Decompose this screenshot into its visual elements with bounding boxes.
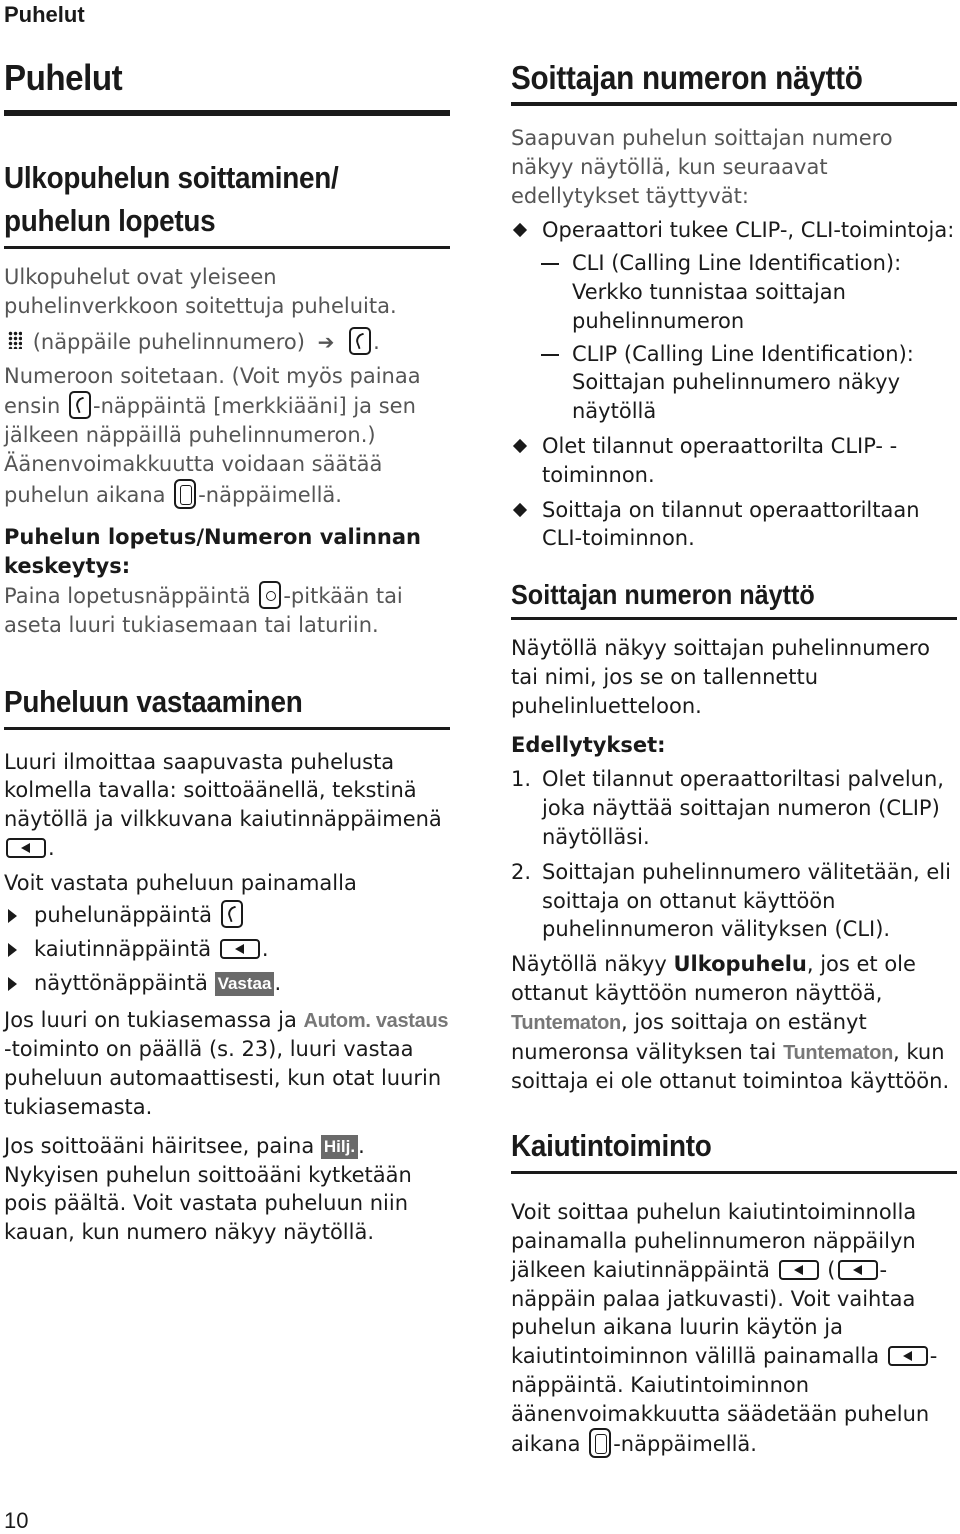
speaker-c: -näppäin palaa jatkuvasti). Voit vaihtaa puhelun aikana luurin käytön ja kaiutintoiminnon välillä painamalla — [511, 1257, 916, 1369]
outgoing-p2-a: Numeroon soitetaan. (Voit myös painaa ensin — [4, 364, 421, 419]
page-number: 10 — [4, 1508, 29, 1533]
answering-heading-rule — [4, 727, 450, 730]
list-item-text: Olet tilannut operaattoriltasi palvelun, joka näyttää soittajan numeron (CLIP) näytölläsi. — [542, 767, 944, 849]
mute-a: Jos soittoääni häiritsee, paina — [4, 1133, 315, 1158]
arrow-right-icon: ➔ — [317, 329, 335, 354]
sub-list-item: CLIP (Calling Line Identification): Soittajan puhelinnumero näkyy näytöllä — [511, 340, 957, 426]
list-item-label: puhelunäppäintä — [34, 902, 212, 927]
list-item-number: 2. — [511, 859, 532, 884]
mute-b: . Nykyisen puhelun soittoääni kytketään pois päältä. Voit vastata puheluun niin kauan, kun numero näkyy näytöllä. — [4, 1133, 412, 1245]
end-call-b: -pitkään tai aseta luuri tukiasemaan tai laturiin. — [4, 583, 403, 637]
list-item-label: näyttönäppäintä — [34, 970, 208, 995]
auto-answer-b: -toiminto on päällä (s. 23), luuri vastaa puheluun automaattisesti, kun otat luurin tukiasemasta. — [4, 1037, 442, 1119]
display-p2-b: , jos et ole ottanut käyttöön numeron näyttöä, — [511, 952, 916, 1005]
speaker-d: -näppäintä. Kaiutintoiminnon äänenvoimakkuutta säädetään puhelun aikana — [511, 1344, 938, 1457]
speaker-key-icon — [779, 1260, 819, 1280]
list-item: Soittaja on tilannut operaattoriltaan CLI-toiminnon. — [511, 496, 957, 554]
display-p2-a: Näytöllä näkyy — [511, 952, 667, 977]
unknown-term: Tuntematon — [511, 1011, 621, 1034]
answering-p1-end: . — [48, 835, 55, 860]
clip-sub-list — [511, 249, 957, 426]
display-heading: Soittajan numeron näyttö — [511, 579, 815, 611]
list-item-suffix: . — [274, 970, 282, 995]
auto-answer-ui-term: Autom. vastaus — [303, 1009, 449, 1032]
list-item-suffix: . — [261, 936, 269, 961]
speaker-heading-rule — [511, 1171, 957, 1174]
right-column — [511, 56, 957, 1459]
softkey-answer-chip: Vastaa — [215, 972, 275, 996]
outgoing-p3-b: -näppäimellä. — [198, 482, 342, 507]
clip-requirements-list — [511, 216, 957, 553]
outgoing-p2 — [4, 362, 450, 449]
list-item — [4, 966, 450, 1000]
call-key-icon — [349, 327, 371, 355]
unknown-term: Tuntematon — [783, 1041, 894, 1064]
call-key-icon — [69, 391, 91, 419]
speaker-key-icon — [838, 1260, 878, 1280]
running-header: Puhelut — [4, 2, 85, 27]
speaker-a: Voit soittaa puhelun kaiutintoiminnolla painamalla puhelinnumeron näppäilyn jälkeen kaiutinnäppäintä — [511, 1200, 917, 1282]
clip-heading-rule — [511, 102, 957, 106]
display-p1: Näytöllä näkyy soittajan puhelinnumero tai nimi, jos se on tallennettu puhelinluetteloon. — [511, 636, 930, 718]
display-p2 — [511, 950, 957, 1096]
conditions-list — [511, 765, 957, 944]
answering-p1 — [4, 748, 450, 863]
answering-section — [4, 680, 450, 1247]
title-rule — [4, 110, 450, 116]
list-item-label: kaiutinnäppäintä — [34, 936, 212, 961]
speaker-section — [511, 1124, 957, 1459]
outgoing-heading-line2: puhelun lopetus — [4, 203, 216, 238]
answer-methods-list — [4, 898, 450, 1000]
keypad-icon — [4, 329, 26, 353]
clip-heading: Soittajan numeron näyttö — [511, 59, 863, 96]
page-title: Puhelut — [4, 57, 123, 98]
dial-step-text: (näppäile puhelinnumero) — [32, 329, 305, 354]
speaker-key-icon — [220, 939, 260, 959]
end-call-text — [4, 581, 450, 640]
list-item — [4, 932, 450, 966]
dial-step — [4, 327, 450, 357]
outgoing-heading-line1: Ulkopuhelun soittaminen/ — [4, 160, 339, 195]
softkey-mute-chip: Hilj. — [321, 1135, 358, 1159]
display-p2-d: , kun soittaja ei ole ottanut toimintoa käyttöön. — [511, 1039, 950, 1094]
display-heading-rule — [511, 617, 957, 620]
outgoing-p2-b: -näppäintä [merkkiääni] ja sen jälkeen näppäillä puhelinnumeron.) — [4, 394, 416, 447]
outgoing-section — [4, 156, 450, 640]
list-item-text: Operaattori tukee CLIP-, CLI-toimintoja: — [542, 218, 955, 243]
speaker-b: ( — [827, 1257, 836, 1282]
outgoing-p3 — [4, 450, 450, 510]
answering-p2: Voit vastata puheluun painamalla — [4, 870, 357, 895]
call-key-icon — [221, 900, 243, 928]
list-item — [511, 858, 957, 944]
list-item — [4, 898, 450, 932]
display-p2-c: , jos soittaja on estänyt numeronsa välityksen tai — [511, 1009, 867, 1064]
outgoing-p3-a: Äänenvoimakkuutta voidaan säätää puhelun aikana — [4, 451, 383, 507]
left-column — [4, 56, 450, 1247]
speaker-text — [511, 1198, 957, 1459]
mute-text — [4, 1132, 450, 1247]
outgoing-heading-rule — [4, 246, 450, 249]
speaker-e: -näppäimellä. — [613, 1432, 757, 1457]
list-item-number: 1. — [511, 767, 532, 792]
speaker-heading: Kaiutintoiminto — [511, 1128, 712, 1164]
end-key-icon — [259, 581, 281, 609]
speaker-key-icon — [888, 1346, 928, 1366]
clip-intro: Saapuvan puhelun soittajan numero näkyy näytöllä, kun seuraavat edellytykset täyttyvät: — [511, 126, 893, 208]
answering-p1-text: Luuri ilmoittaa saapuvasta puhelusta kolmella tavalla: soittoäänellä, tekstinä näytöllä ja vilkkuvana kaiutinnäppäimenä — [4, 749, 442, 832]
volume-key-icon — [589, 1428, 611, 1458]
auto-answer-text — [4, 1006, 450, 1122]
list-item — [511, 216, 957, 426]
volume-key-icon — [174, 479, 196, 509]
dial-step-period: . — [373, 329, 380, 354]
conditions-heading: Edellytykset: — [511, 732, 666, 757]
end-call-heading: Puhelun lopetus/Numeron valinnan keskeytys: — [4, 525, 421, 579]
list-item: Olet tilannut operaattorilta CLIP- -toiminnon. — [511, 432, 957, 490]
sub-list-item: CLI (Calling Line Identification): Verkko tunnistaa soittajan puhelinnumeron — [511, 249, 957, 335]
answering-heading: Puheluun vastaaminen — [4, 683, 303, 719]
speaker-key-icon — [6, 838, 46, 858]
display-section — [511, 577, 957, 1096]
list-item — [511, 765, 957, 851]
outside-call-term: Ulkopuhelu — [673, 952, 807, 977]
outgoing-intro: Ulkopuhelut ovat yleiseen puhelinverkkoon soitettuja puheluita. — [4, 265, 397, 318]
end-call-a: Paina lopetusnäppäintä — [4, 583, 251, 608]
list-item-text: Soittajan puhelinnumero välitetään, eli soittaja on ottanut käyttöön puhelinnumeron välityksen (CLI). — [542, 859, 951, 942]
auto-answer-a: Jos luuri on tukiasemassa ja — [4, 1007, 297, 1032]
